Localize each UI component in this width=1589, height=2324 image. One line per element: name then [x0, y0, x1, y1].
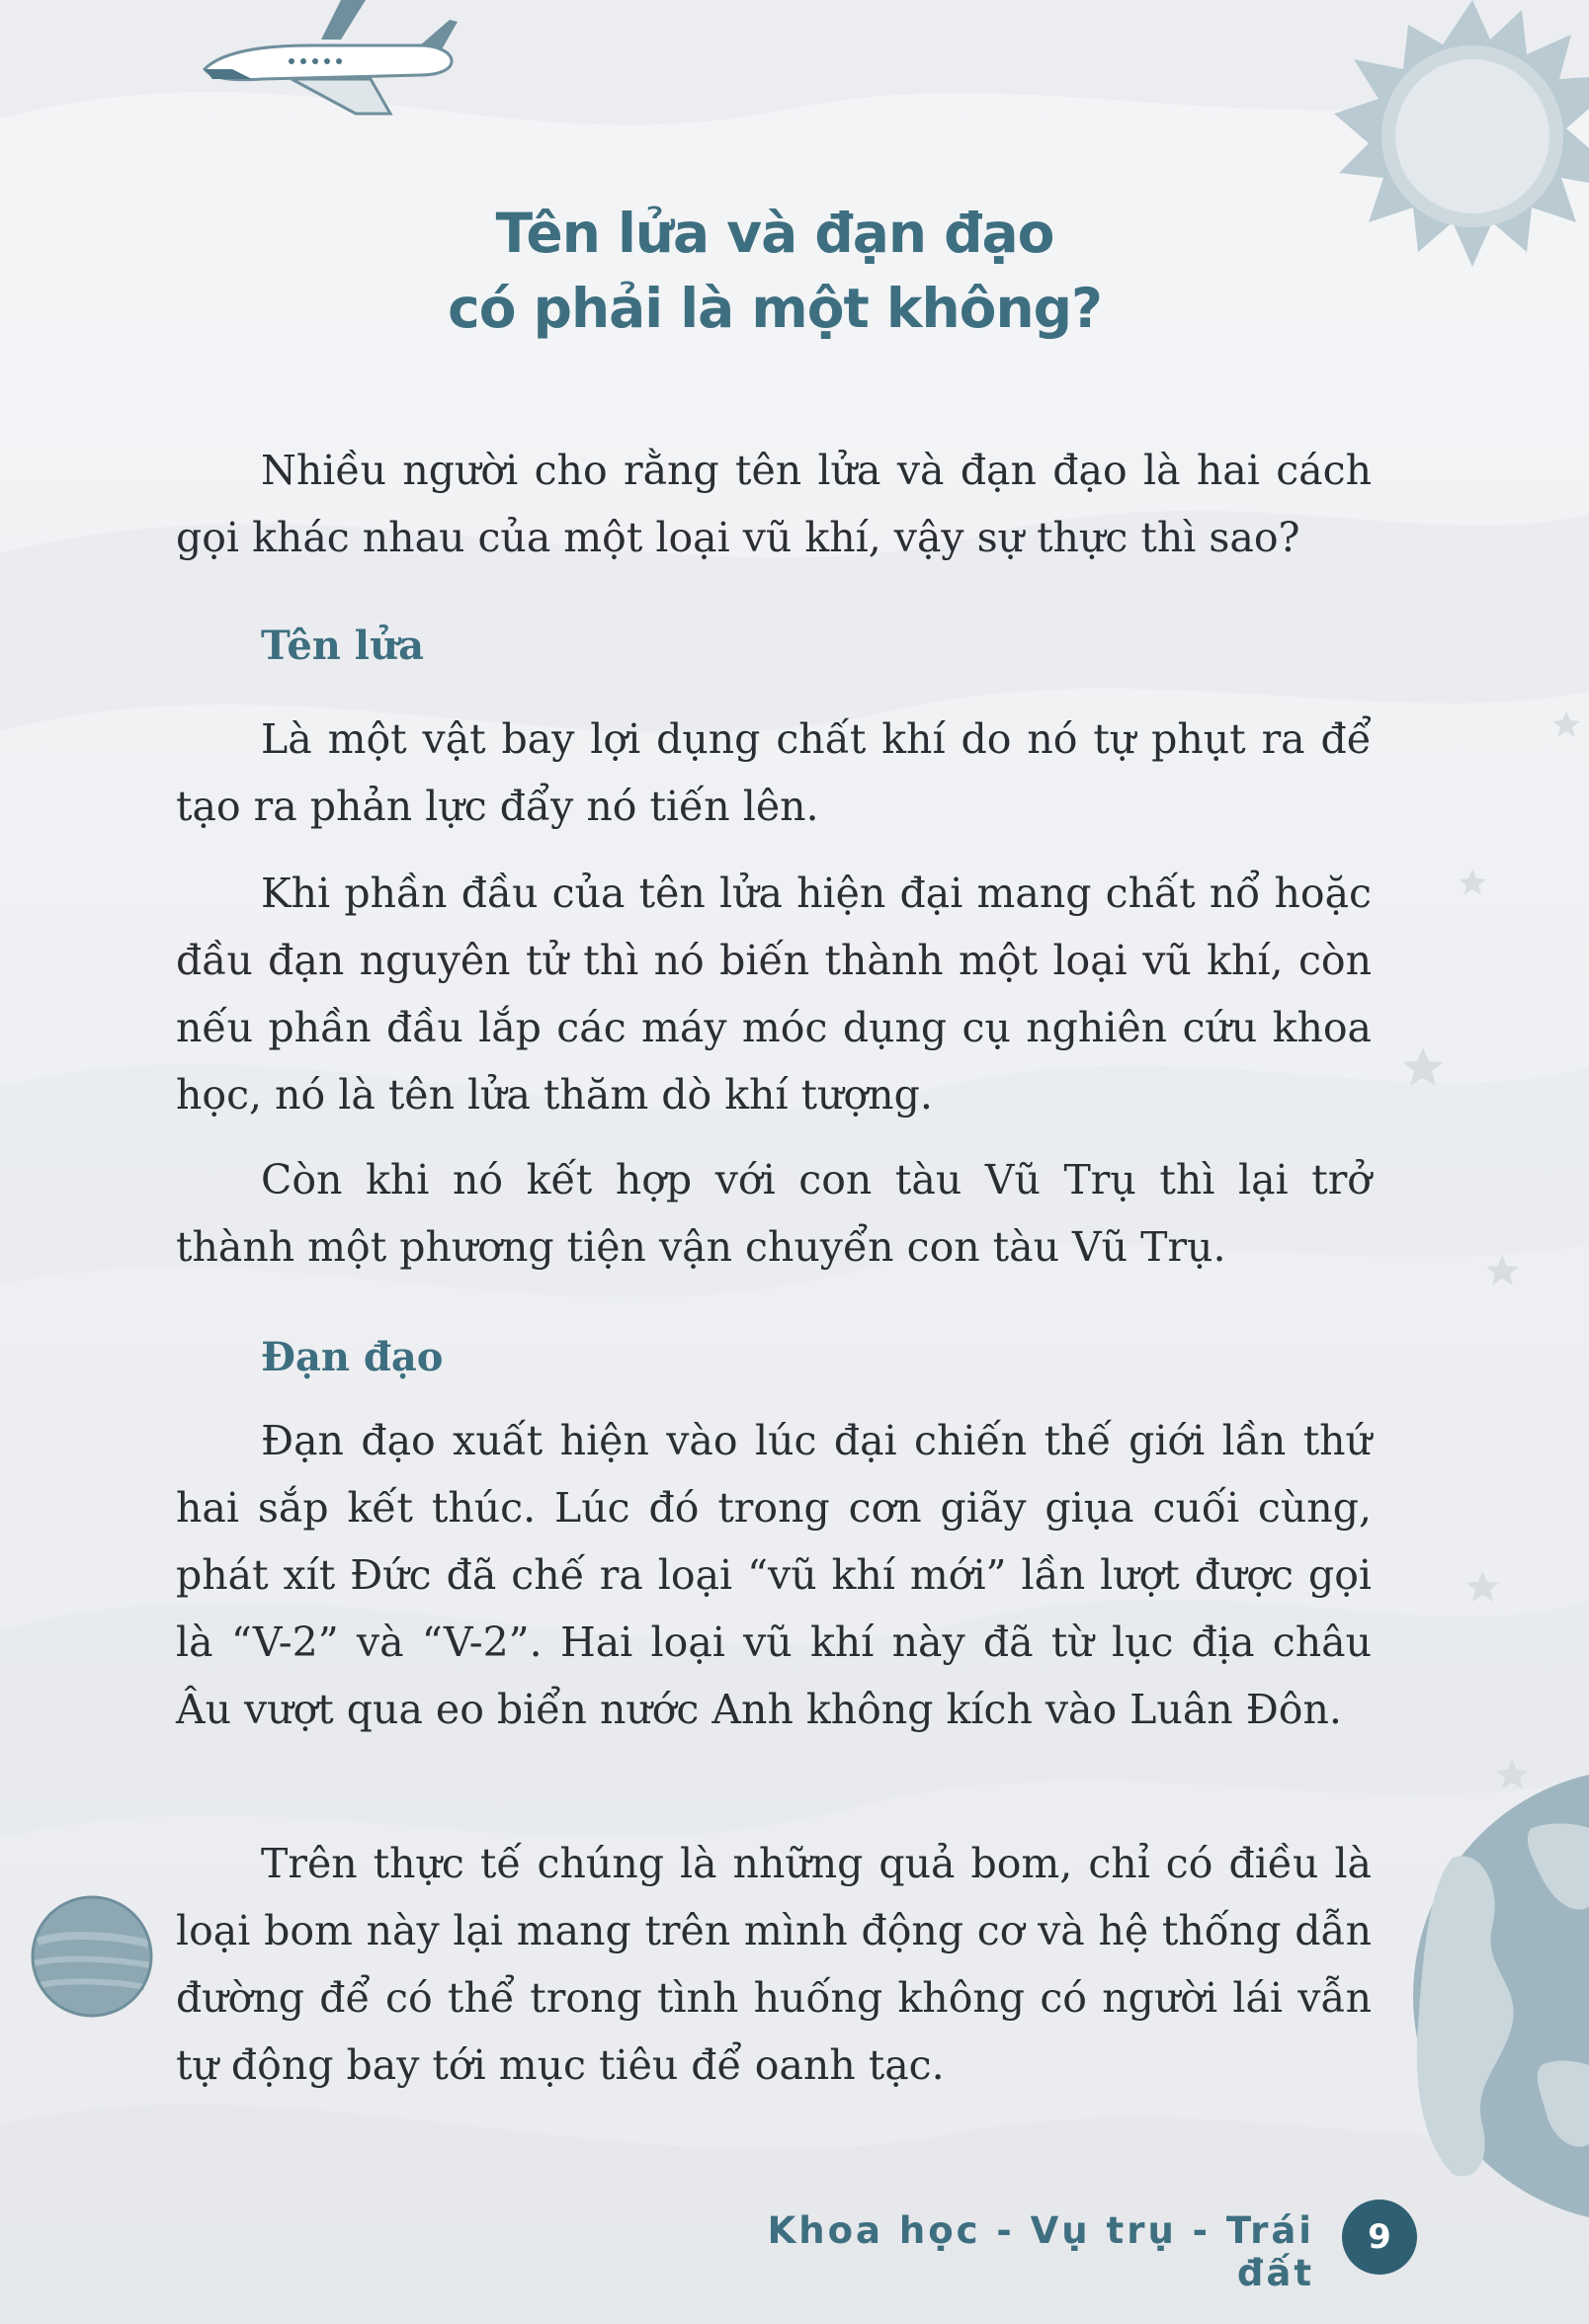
title-line-2: có phải là một không?: [448, 277, 1102, 340]
section-heading-rocket: Tên lửa: [261, 622, 424, 669]
earth-icon: [1383, 1769, 1589, 2223]
intro-paragraph: Nhiều người cho rằng tên lửa và đạn đạo là hai cách gọi khác nhau của một loại vũ khí, vậy sự thực thì sao?: [176, 447, 1372, 561]
airplane-icon: [193, 0, 460, 128]
rocket-definition-paragraph: Là một vật bay lợi dụng chất khí do nó tự phụt ra để tạo ra phản lực đẩy nó tiến lên.: [176, 715, 1372, 830]
missile-history-paragraph: Đạn đạo xuất hiện vào lúc đại chiến thế giới lần thứ hai sắp kết thúc. Lúc đó trong cơn giãy giụa cuối cùng, phát xít Đức đã chế ra loại “vũ khí mới” lần lượt được gọi là “V-2” và “V-2”. Hai loại vũ khí này đã từ lục địa châu Âu vượt qua eo biển nước Anh không kích vào Luân Đôn.: [176, 1417, 1372, 1733]
page-number-badge: 9: [1342, 2200, 1417, 2275]
section-heading-missile: Đạn đạo: [261, 1334, 444, 1380]
missile-nature-paragraph: Trên thực tế chúng là những quả bom, chỉ có điều là loại bom này lại mang trên mình động cơ và hệ thống dẫn đường để có thể trong tình huống không có người lái vẫn tự động bay tới mục tiêu để oanh tạc.: [176, 1840, 1372, 2089]
title-line-1: Tên lửa và đạn đạo: [495, 202, 1054, 265]
rocket-uses-paragraph: Khi phần đầu của tên lửa hiện đại mang chất nổ hoặc đầu đạn nguyên tử thì nó biến thành một loại vũ khí, còn nếu phần đầu lắp các máy móc dụng cụ nghiên cứu khoa học, nó là tên lửa thăm dò khí tượng.: [176, 870, 1372, 1119]
moon-icon: [28, 1892, 156, 2021]
rocket-space-paragraph: Còn khi nó kết hợp với con tàu Vũ Trụ thì lại trở thành một phương tiện vận chuyển con tàu Vũ Trụ.: [176, 1156, 1372, 1271]
footer-series-label: Khoa học - Vụ trụ - Trái đất: [767, 2209, 1314, 2294]
page-title: [0, 196, 1549, 346]
